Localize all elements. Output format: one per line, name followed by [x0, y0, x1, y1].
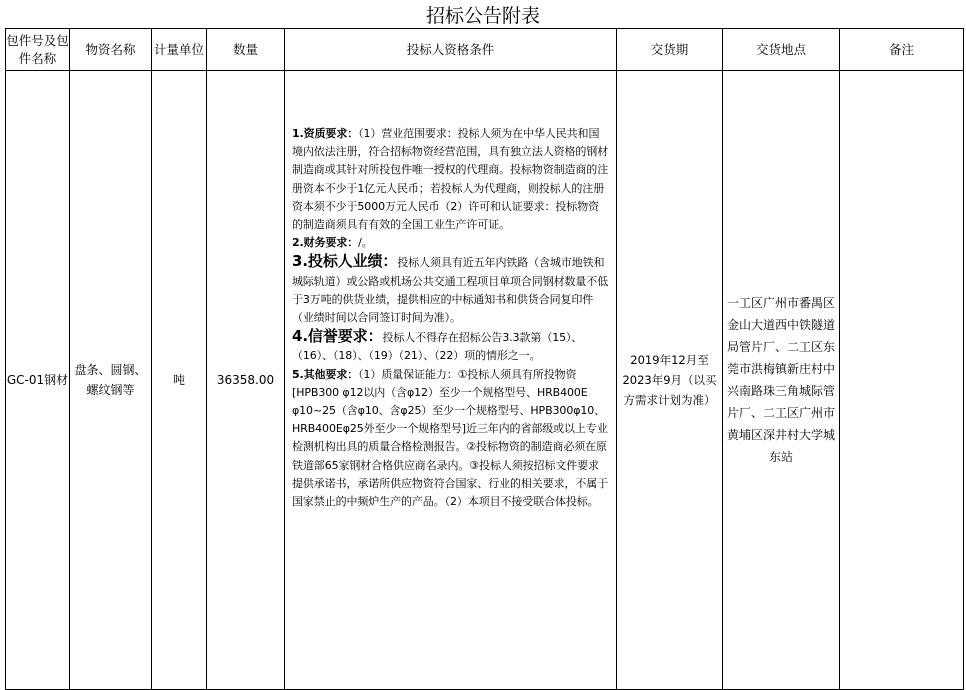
header-row	[6, 29, 964, 71]
qualification-5	[292, 366, 609, 512]
cell-unit: 吨	[152, 71, 207, 690]
header-quantity: 数量	[207, 29, 285, 71]
qualification-1-head: 1.资质要求：	[292, 127, 359, 140]
header-qualifications: 投标人资格条件	[285, 29, 617, 71]
qualification-4-body: 投标人不得存在招标公告3.3款第（15）、（16）、（18）、（19）（21）、（22）项的情形之一。	[292, 331, 583, 363]
qualification-4-head: 4.信誉要求：	[292, 327, 383, 346]
qualification-4	[292, 327, 609, 365]
cell-material: 盘条、圆钢、螺纹钢等	[70, 71, 152, 690]
qualification-2-head: 2.财务要求：	[292, 236, 359, 250]
header-material: 物资名称	[70, 29, 152, 71]
header-remark: 备注	[840, 29, 964, 71]
qualification-3	[292, 252, 609, 327]
cell-package: GC-01钢材	[6, 71, 70, 690]
qualification-5-head: 5.其他要求：	[292, 367, 359, 381]
cell-delivery-period: 2019年12月至2023年9月（以买方需求计划为准）	[617, 71, 723, 690]
qualification-3-body: 投标人须具有近五年内铁路（含城市地铁和城际轨道）或公路或机场公共交通工程项目单项合同钢材数量不低于3万吨的供货业绩，提供相应的中标通知书和供货合同复印件（业绩时间以合同签订时间为准）。	[292, 256, 609, 325]
qualification-2-body: /。	[358, 236, 373, 250]
table-row	[6, 71, 964, 690]
header-delivery-place: 交货地点	[723, 29, 840, 71]
cell-delivery-place: 一工区广州市番禺区金山大道西中铁隧道局管片厂、二工区东莞市洪梅镇新庄村中兴南路珠三角城际管片厂、二工区广州市黄埔区深井村大学城东站	[723, 71, 840, 690]
qualification-2	[292, 234, 609, 252]
qualification-1	[292, 125, 609, 234]
cell-quantity: 36358.00	[207, 71, 285, 690]
qualification-1-body: （1）营业范围要求：投标人须为在中华人民共和国境内依法注册，符合招标物资经营范围，具有独立法人资格的钢材制造商或其针对所投包件唯一授权的代理商。投标物资制造商的注册资本不少于1亿元人民币；若投标人为代理商，则投标人的注册资本须不少于5000万元人民币（2）许可和认证要求：投标物资的制造商须具有有效的全国工业生产许可证。	[292, 127, 609, 232]
bid-attachment-table	[5, 28, 964, 690]
header-package: 包件号及包件名称	[6, 29, 70, 71]
page-title: 招标公告附表	[425, 5, 540, 27]
cell-remark	[840, 71, 964, 690]
cell-qualifications	[285, 71, 617, 690]
header-unit: 计量单位	[152, 29, 207, 71]
qualification-5-body: （1）质量保证能力：①投标人须具有所投物资[HPB300 φ12以内（含φ12）至少一个规格型号、HRB400E φ10~25（含φ10、含φ25）至少一个规格型号、HPB300φ10、HRB400Eφ25外至少一个规格型号]近三年内的省部级或以上专业检测机构出具的质量合格检测报告。②投标物资的制造商必须在原铁道部65家钢材合格供应商名录内。③投标人须按招标文件要求提供承诺书，承诺所供应物资符合国家、行业的相关要求，不属于国家禁止的中频炉生产的产品。（2）本项目不接受联合体投标。	[292, 367, 609, 509]
qualification-3-head: 3.投标人业绩：	[292, 252, 398, 271]
header-delivery-period: 交货期	[617, 29, 723, 71]
